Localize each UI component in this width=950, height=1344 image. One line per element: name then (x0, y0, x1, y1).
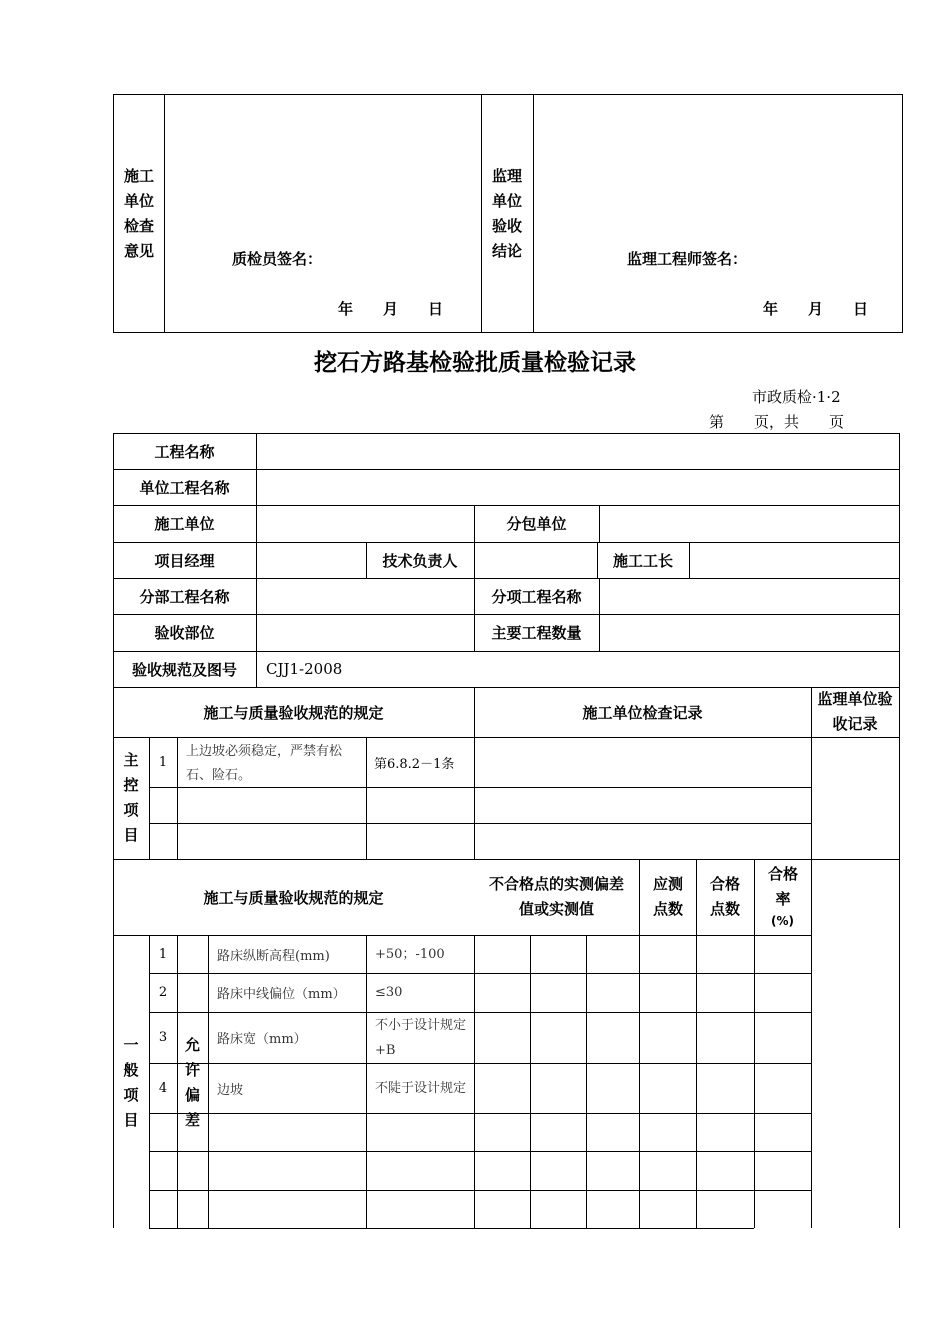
general-item-name: 路床中线偏位（mm） (217, 987, 346, 1002)
construction-foreman-label: 施工工长 (612, 551, 673, 570)
construction-unit-label: 施工单位 (154, 515, 215, 533)
standard-label: 验收规范及图号 (131, 660, 237, 679)
general-item-no: 1 (158, 946, 168, 962)
general-spec-header: 施工与质量验收规范的规定 (203, 888, 384, 907)
general-item-no: 4 (158, 1080, 168, 1096)
page-title: 挖石方路基检验批质量检验记录 (314, 350, 636, 376)
supervision-record-header: 监理单位验收记录 (817, 690, 893, 733)
technical-lead-label: 技术负责人 (382, 551, 458, 570)
general-item-no: 3 (158, 1030, 168, 1045)
spec-header: 施工与质量验收规范的规定 (203, 703, 384, 722)
supervision-conclusion-label: 监理 单位 验收 结论 (491, 167, 522, 260)
general-item-value: 不小于设计规定+B (375, 1017, 467, 1058)
acceptance-part-label: 验收部位 (154, 624, 215, 642)
general-item-value: 不陡于设计规定 (375, 1080, 467, 1096)
main-items-label: 主 控 项 目 (123, 751, 139, 844)
page-info: 第 页，共 页 (709, 413, 845, 431)
construction-opinion-label: 施工 单位 检查 意见 (123, 167, 154, 260)
engineer-signature: 监理工程师签名： (627, 250, 748, 268)
points-passed-header: 合格点数 (709, 875, 740, 918)
inspector-signature: 质检员签名： (232, 250, 323, 268)
main-quantity-label: 主要工程数量 (491, 624, 582, 642)
main-item-ref: 第6.8.2－1条 (374, 756, 455, 772)
general-item-name: 边坡 (217, 1082, 244, 1098)
unit-project-name-label: 单位工程名称 (139, 478, 230, 497)
pass-rate-header: 合格率 (767, 865, 798, 908)
tolerance-label: 允 许 偏 差 (184, 1036, 200, 1129)
construction-record-header: 施工单位检查记录 (582, 703, 703, 722)
form-code: 市政质检·1·2 (752, 388, 841, 406)
pass-rate-unit: (%) (771, 914, 794, 928)
general-item-name: 路床纵断高程(mm) (217, 948, 330, 964)
standard-value: CJJ1-2008 (266, 660, 343, 678)
general-item-value: +50；-100 (375, 946, 445, 962)
date-right: 年 月 日 (763, 300, 869, 318)
main-item-no: 1 (158, 754, 168, 770)
division-name-label: 分部工程名称 (139, 587, 230, 606)
main-item-text: 上边坡必须稳定，严禁有松石、险石。 (186, 744, 343, 783)
date-left: 年 月 日 (338, 300, 444, 318)
deviation-header: 不合格点的实测偏差值或实测值 (488, 875, 624, 918)
general-item-name: 路床宽（mm） (217, 1032, 307, 1047)
points-measured-header: 应测点数 (652, 875, 683, 918)
general-item-no: 2 (158, 985, 168, 1000)
project-name-label: 工程名称 (154, 442, 215, 461)
subcontract-unit-label: 分包单位 (506, 515, 567, 533)
general-items-label: 一 般 项 目 (123, 1036, 139, 1129)
subitem-name-label: 分项工程名称 (491, 587, 582, 606)
project-manager-label: 项目经理 (154, 551, 215, 570)
general-item-value: ≤30 (375, 985, 403, 1000)
